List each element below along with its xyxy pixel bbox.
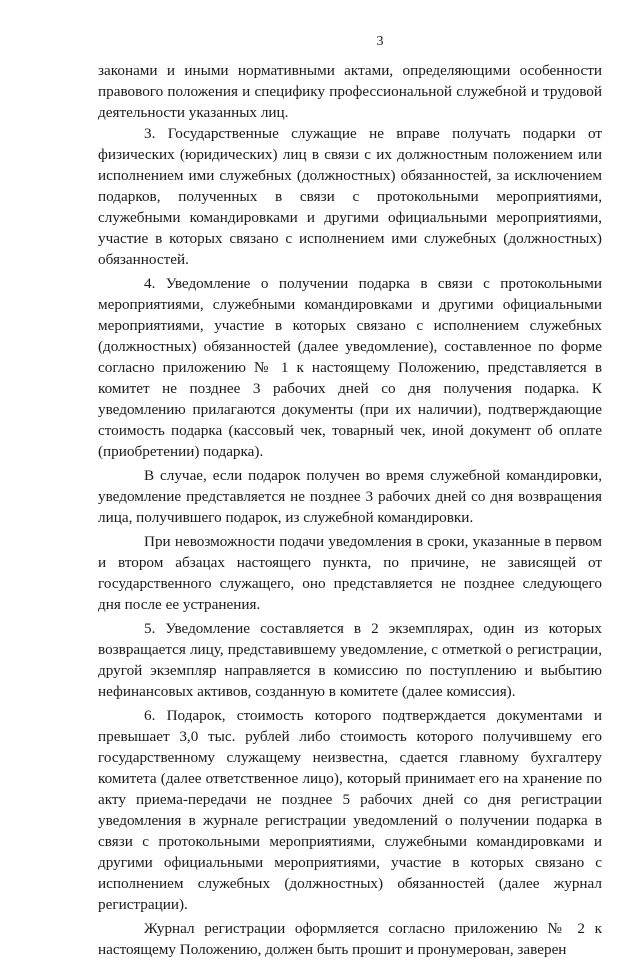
paragraph-business-trip: В случае, если подарок получен во время служебной командировки, уведомление представляется не позднее 3 рабочих дней со дня возвращения лица, получившего подарок, из служебной командировки. [98,467,602,526]
page-number: 3 [376,34,384,49]
paragraph-item-4: 4. Уведомление о получении подарка в связи с протокольными мероприятиями, служебными командировками и другими официальными мероприятиями, участие в которых связано с исполнением служебных (должностных) обязанностей (далее уведомление), составленное по форме согласно приложению № 1 к настоящему Положению, представляется в комитет не позднее 3 рабочих дней со дня получения подарка. К уведомлению прилагаются документы (при их наличии), подтверждающие стоимость подарка (кассовый чек, товарный чек, иной документ об оплате (приобретении) подарка). [98,275,602,460]
paragraph-impossibility: При невозможности подачи уведомления в сроки, указанные в первом и втором абзацах настоящего пункта, по причине, не зависящей от государственного служащего, оно представляется не позднее следующего дня после ее устранения. [98,533,602,613]
paragraph-item-3: 3. Государственные служащие не вправе получать подарки от физических (юридических) лиц в связи с их должностным положением или исполнением ими служебных (должностных) обязанностей, за исключением подарков, полученных в связи с протокольными мероприятиями, служебными командировками и другими официальными мероприятиями, участие в которых связано с исполнением ими служебных (должностных) обязанностей. [98,125,602,268]
paragraph-journal: Журнал регистрации оформляется согласно приложению № 2 к настоящему Положению, должен быть прошит и пронумерован, заверен [98,920,602,958]
paragraph-item-6: 6. Подарок, стоимость которого подтверждается документами и превышает 3,0 тыс. рублей либо стоимость которого получившему его государственному служащему неизвестна, сдается главному бухгалтеру комитета (далее ответственное лицо), который принимает его на хранение по акту приема-передачи не позднее 5 рабочих дней со дня регистрации уведомления в журнале регистрации уведомлений о получении подарка в связи с протокольными мероприятиями, служебными командировками и другими официальными мероприятиями, участие в которых связано с исполнением служебных (должностных) обязанностей (далее журнал регистрации). [98,707,602,913]
paragraph-continuation: законами и иными нормативными актами, определяющими особенности правового положения и специфику профессиональной служебной и трудовой деятельности указанных лиц. [98,62,602,121]
paragraph-item-5: 5. Уведомление составляется в 2 экземплярах, один из которых возвращается лицу, представившему уведомление, с отметкой о регистрации, другой экземпляр направляется в комиссию по поступлению и выбытию нефинансовых активов, созданную в комитете (далее комиссия). [98,620,602,700]
